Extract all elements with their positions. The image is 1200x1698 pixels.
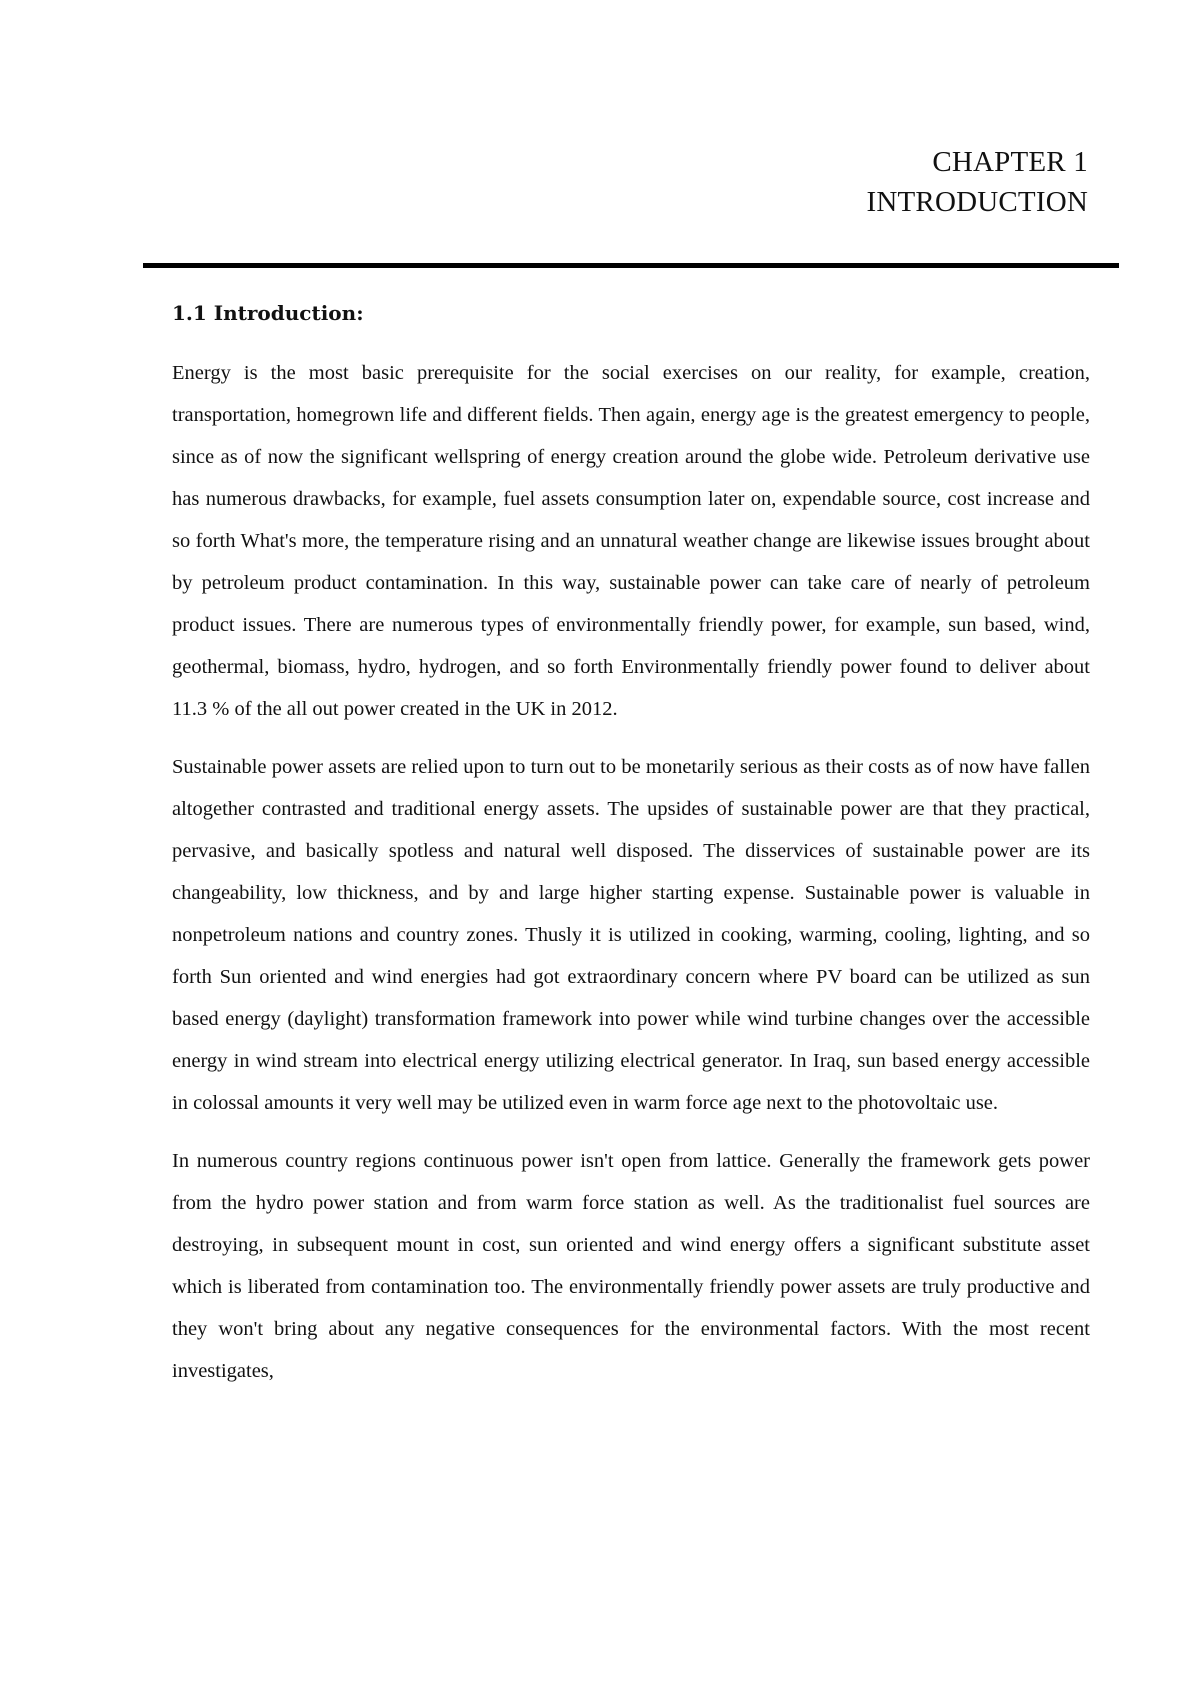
chapter-number: CHAPTER 1 xyxy=(932,146,1088,178)
paragraph-2: Sustainable power assets are relied upon to turn out to be monetarily serious as their costs as of now have fallen altogether contrasted and traditional energy assets. The upsides of sustainable power are that they practical, pervasive, and basically spotless and natural well disposed. The disservices of sustainable power are its changeability, low thickness, and by and large higher starting expense. Sustainable power is valuable in nonpetroleum nations and country zones. Thusly it is utilized in cooking, warming, cooling, lighting, and so forth Sun oriented and wind energies had got extraordinary concern where PV board can be utilized as sun based energy (daylight) transformation framework into power while wind turbine changes over the accessible energy in wind stream into electrical energy utilizing electrical generator. In Iraq, sun based energy accessible in colossal amounts it very well may be utilized even in warm force age next to the photovoltaic use. xyxy=(172,756,1090,1114)
paragraph-3: In numerous country regions continuous power isn't open from lattice. Generally the framework gets power from the hydro power station and from warm force station as well. As the traditionalist fuel sources are destroying, in subsequent mount in cost, sun oriented and wind energy offers a significant substitute asset which is liberated from contamination too. The environmentally friendly power assets are truly productive and they won't bring about any negative consequences for the environmental factors. With the most recent investigates, xyxy=(172,1150,1090,1382)
paragraph-1: Energy is the most basic prerequisite for the social exercises on our reality, for example, creation, transportation, homegrown life and different fields. Then again, energy age is the greatest emergency to people, since as of now the significant wellspring of energy creation around the globe wide. Petroleum derivative use has numerous drawbacks, for example, fuel assets consumption later on, expendable source, cost increase and so forth What's more, the temperature rising and an unnatural weather change are likewise issues brought about by petroleum product contamination. In this way, sustainable power can take care of nearly of petroleum product issues. There are numerous types of environmentally friendly power, for example, sun based, wind, geothermal, biomass, hydro, hydrogen, and so forth Environmentally friendly power found to deliver about 11.3 % of the all out power created in the UK in 2012. xyxy=(172,362,1090,720)
section-title: 1.1 Introduction: xyxy=(172,301,364,325)
heading-divider xyxy=(143,263,1119,268)
chapter-title: INTRODUCTION xyxy=(866,186,1088,218)
body-text xyxy=(172,352,1090,1408)
chapter-heading xyxy=(867,142,1089,222)
